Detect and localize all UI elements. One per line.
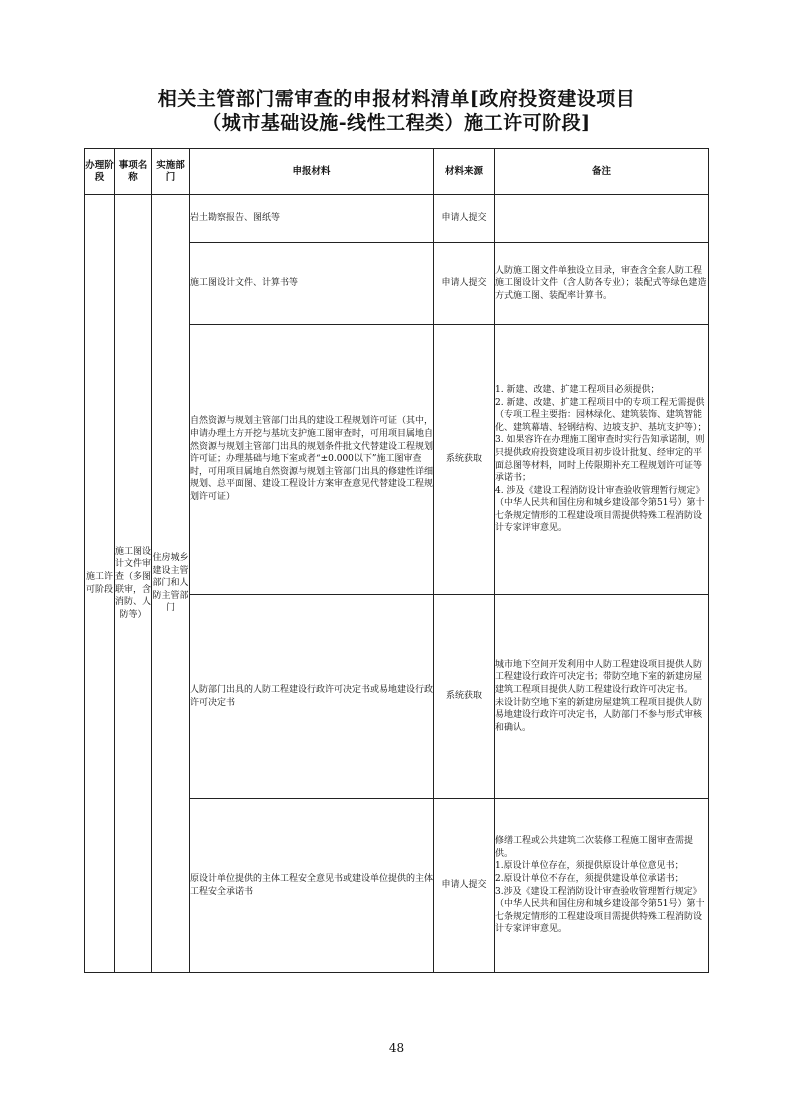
page-number: 48 [388,1041,405,1055]
material-cell: 人防部门出具的人防工程建设行政许可决定书或易地建设行政许可决定书 [190,595,434,799]
header-material: 申报材料 [190,149,434,195]
note-cell [495,243,709,325]
source-cell: 申请人提交 [434,195,495,243]
material-cell: 施工图设计文件、计算书等 [190,243,434,325]
header-note: 备注 [495,149,709,195]
document-title-line2: （城市基础设施-线性工程类）施工许可阶段] [202,112,591,134]
source-cell: 系统获取 [434,595,495,799]
note-line: 2. 新建、改建、扩建工程项目中的专项工程无需提供（专项工程主要指：园林绿化、建筑装饰、建筑智能化、建筑幕墙、轻钢结构、边坡支护、基坑支护等）； [495,397,707,433]
note-line: 城市地下空间开发利用中人防工程建设项目提供人防工程建设行政许可决定书；带防空地下室的新建房屋建筑工程项目提供人防工程建设行政许可决定书。 [495,659,703,695]
note-line: 1. 新建、改建、扩建工程项目必须提供； [495,384,660,395]
item-cell: 施工图设计文件审查（多图联审，含消防、人防等） [115,195,152,973]
material-cell: 岩土勘察报告、图纸等 [190,195,434,243]
header-dept: 实施部门 [152,149,190,195]
note-line: 4. 涉及《建设工程消防设计审查验收管理暂行规定》（中华人民共和国住房和城乡建设部令第51号）第十七条规定情形的工程建设项目需提供特殊工程消防设计专家评审意见。 [495,485,705,534]
note-line: 未设计防空地下室的新建房屋建筑工程项目提供人防易地建设行政许可决定书，人防部门不参与形式审核和确认。 [495,697,703,733]
table-row [85,195,709,243]
note-cell [495,799,709,973]
header-row [85,149,709,195]
document-title-line1: 相关主管部门需审查的申报材料清单[政府投资建设项目 [157,88,636,110]
header-source: 材料来源 [434,149,495,195]
material-cell: 原设计单位提供的主体工程安全意见书或建设单位提供的主体工程安全承诺书 [190,799,434,973]
stage-cell: 施工许可阶段 [85,195,115,973]
source-cell: 申请人提交 [434,799,495,973]
note-line: 人防施工图文件单独设立目录，审查含全套人防工程施工图设计文件（含人防各专业）；装配式等绿色建造方式施工图、装配率计算书。 [495,265,707,301]
header-item: 事项名称 [115,149,152,195]
note-line: 1.原设计单位存在，须提供原设计单位意见书； [495,861,684,872]
note-line: 修缮工程或公共建筑二次装修工程施工图审查需提供。 [495,836,694,859]
material-cell: 自然资源与规划主管部门出具的建设工程规划许可证（其中，申请办理土方开挖与基坑支护施工图审查时，可用项目属地自然资源与规划主管部门出具的规划条件批文代替建设工程规划许可证；办理基础与地下室或者“±0.000以下”施工图审查时，可用项目属地自然资源与规划主管部门出具的修建性详细规划、总平面图、建设工程设计方案审查意见代替建设工程规划许可证） [190,325,434,595]
materials-table [84,148,709,973]
note-cell [495,195,709,243]
dept-cell: 住房城乡建设主管部门和人防主管部门 [152,195,190,973]
source-cell: 申请人提交 [434,243,495,325]
note-line: 3. 如果容许在办理施工图审查时实行告知承诺制，则只提供政府投资建设项目初步设计批复、经审定的平面总图等材料，同时上传限期补充工程规划许可证等承诺书； [495,435,705,484]
note-cell [495,595,709,799]
note-cell [495,325,709,595]
source-cell: 系统获取 [434,325,495,595]
note-line: 3.涉及《建设工程消防设计审查验收管理暂行规定》（中华人民共和国住房和城乡建设部令第51号）第十七条规定情形的工程建设项目需提供特殊工程消防设计专家评审意见。 [495,886,705,935]
header-stage: 办理阶段 [85,149,115,195]
note-line: 2.原设计单位不存在，须提供建设单位承诺书； [495,873,684,884]
